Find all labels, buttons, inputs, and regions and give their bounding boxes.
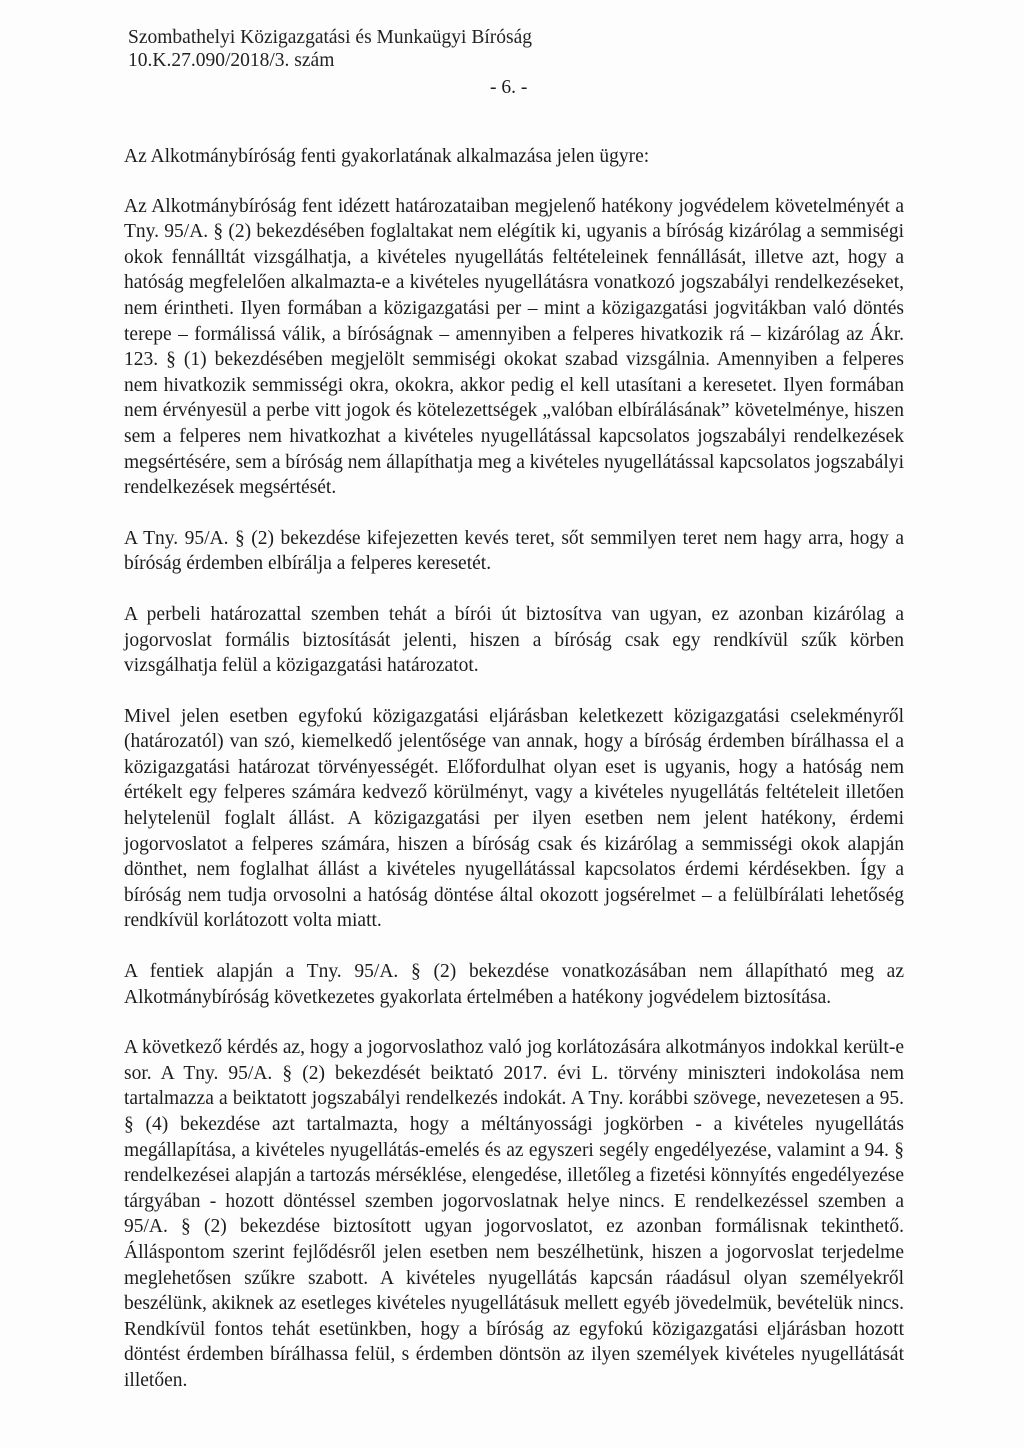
paragraph-intro: Az Alkotmánybíróság fenti gyakorlatának alkalmazása jelen ügyre: [124, 146, 650, 167]
paragraph: Mivel jelen esetben egyfokú közigazgatási eljárásban keletkezett közigazgatási cselekményről (határozatól) van szó, kiemelkedő jelentősége van annak, hogy a bíróság érdemben bírálhassa el a közigazgatási határozat törvényességét. Előfordulhat olyan eset is ugyanis, hogy a hatóság nem értékelt egy felperes számára kedvező körülményt, vagy a kivételes nyugellátás feltételeit illetően helytelenül foglalt állást. A közigazgatási per ilyen esetben nem jelent hatékony, érdemi jogorvoslatot a felperes számára, hiszen a bíróság csak és kizárólag a semmisségi okok alapján dönthet, nem foglalhat állást a kivételes nyugellátással kapcsolatos érdemi kérdésekben. Így a bíróság nem tudja orvosolni a hatóság döntése által okozott jogsérelmet – a felülbírálati lehetőség rendkívül korlátozott volta miatt. [124, 705, 904, 932]
paragraph: A perbeli határozattal szemben tehát a bírói út biztosítva van ugyan, ez azonban kizárólag a jogorvoslat formális biztosítását jelenti, hiszen a bíróság csak egy rendkívül szűk körben vizsgálhatja felül a közigazgatási határozatot. [124, 603, 904, 677]
paragraph: Az Alkotmánybíróság fent idézett határozataiban megjelenő hatékony jogvédelem követelményét a Tny. 95/A. § (2) bekezdésében foglaltakat nem elégítik ki, ugyanis a bíróság kizárólag a semmiségi okok fennálltát vizsgálhatja, a kivételes nyugellátás feltételeinek fennállását, illetve azt, hogy a hatóság megfelelően alkalmazta-e a kivételes nyugellátásra vonatkozó jogszabályi rendelkezéseket, nem érintheti. Ilyen formában a közigazgatási per – mint a közigazgatási jogvitákban való döntés terepe – formálissá válik, a bíróságnak – amennyiben a felperes hivatkozik rá – kizárólag az Ákr. 123. § (1) bekezdésében megjelölt semmiségi okokat szabad vizsgálnia. Amennyiben a felperes nem hivatkozik semmisségi okra, okokra, akkor pedig el kell utasítani a keresetet. Ilyen formában nem érvényesül a perbe vitt jogok és kötelezettségek „valóban elbírálásának” követelménye, hiszen sem a felperes nem hivatkozhat a kivételes nyugellátással kapcsolatos jogszabályi rendelkezések megsértésére, sem a bíróság nem állapíthatja meg a kivételes nyugellátással kapcsolatos jogszabályi rendelkezések megsértését. [124, 195, 904, 499]
paragraph: A fentiek alapján a Tny. 95/A. § (2) bekezdése vonatkozásában nem állapítható meg az Alkotmánybíróság következetes gyakorlata értelmében a hatékony jogvédelem biztosítása. [124, 961, 904, 1008]
document-body [124, 144, 904, 1419]
page-number: - 6. - [490, 77, 528, 98]
document-header [128, 26, 532, 72]
case-number: 10.K.27.090/2018/3. szám [128, 50, 335, 71]
paragraph: A Tny. 95/A. § (2) bekezdése kifejezetten kevés teret, sőt semmilyen teret nem hagy arra, hogy a bíróság érdemben elbírálja a felperes keresetét. [124, 527, 904, 575]
paragraph: A következő kérdés az, hogy a jogorvoslathoz való jog korlátozására alkotmányos indokkal került-e sor. A Tny. 95/A. § (2) bekezdését beiktató 2017. évi L. törvény miniszteri indokolása nem tartalmazza a beiktatott jogszabályi rendelkezés indokát. A Tny. korábbi szövege, nevezetesen a 95. § (4) bekezdése azt tartalmazta, hogy a méltányossági jogkörben - a kivételes nyugellátás megállapítása, a kivételes nyugellátás-emelés és az egyszeri segély engedélyezése, valamint a 94. § rendelkezései alapján a tartozás mérséklése, elengedése, illetőleg a fizetési könnyítés engedélyezése tárgyában - hozott döntéssel szemben jogorvoslatnak helye nincs. E rendelkezéssel szemben a 95/A. § (2) bekezdése biztosított ugyan jogorvoslatot, ez azonban formálisnak tekinthető. Álláspontom szerint fejlődésről jelen esetben nem beszélhetünk, hiszen a jogorvoslat terjedelme meglehetősen szűkre szabott. A kivételes nyugellátás kapcsán ráadásul olyan személyekről beszélünk, akiknek az esetleges kivételes nyugellátásuk mellett egyéb jövedelmük, bevételük nincs. Rendkívül fontos tehát esetünkben, hogy a bíróság az egyfokú közigazgatási eljárásban hozott döntést érdemben bírálhassa felül, s érdemben döntsön az ilyen személyek kivételes nyugellátását illetően. [124, 1037, 904, 1391]
court-name: Szombathelyi Közigazgatási és Munkaügyi Bíróság [128, 27, 532, 48]
